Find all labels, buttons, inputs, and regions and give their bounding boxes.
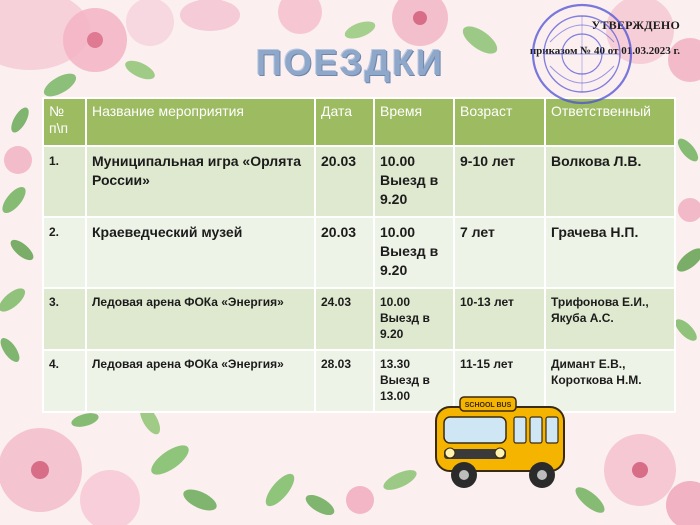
cell-event-name: Ледовая арена ФОКа «Энергия» (86, 288, 315, 350)
cell-date: 28.03 (315, 350, 374, 412)
cell-event-name: Ледовая арена ФОКа «Энергия» (86, 350, 315, 412)
table-row (43, 217, 675, 288)
cell-age: 10-13 лет (454, 288, 545, 350)
col-header-event-name: Название мероприятия (86, 98, 315, 146)
flower-cluster-bottom-left (0, 403, 220, 525)
approval-title: УТВЕРЖДЕНО (591, 18, 680, 32)
cell-date: 20.03 (315, 217, 374, 288)
cell-number: 4. (43, 350, 86, 412)
cell-date: 24.03 (315, 288, 374, 350)
cell-age: 11-15 лет (454, 350, 545, 412)
col-header-age: Возраст (454, 98, 545, 146)
round-seal-icon (530, 2, 634, 106)
cell-time: 10.00 Выезд в 9.20 (374, 288, 454, 350)
col-header-number: № п\п (43, 98, 86, 146)
cell-number: 2. (43, 217, 86, 288)
leaves-right (672, 135, 700, 344)
cell-event-name: Муниципальная игра «Орлята России» (86, 146, 315, 217)
bus-sign-text: SCHOOL BUS (464, 402, 512, 409)
approval-order: приказом № 40 от 01.03.2023 г. (529, 45, 680, 57)
col-header-responsible: Ответственный (545, 98, 675, 146)
events-table (42, 97, 676, 413)
cell-responsible: Трифонова Е.И., Якуба А.С. (545, 288, 675, 350)
flower-cluster-bottom-right (572, 434, 700, 525)
cell-time: 10.00 Выезд в 9.20 (374, 146, 454, 217)
cell-number: 3. (43, 288, 86, 350)
page-title: ПОЕЗДКИ (256, 42, 444, 83)
col-header-date: Дата (315, 98, 374, 146)
cell-age: 9-10 лет (454, 146, 545, 217)
cell-time: 10.00 Выезд в 9.20 (374, 217, 454, 288)
cell-date: 20.03 (315, 146, 374, 217)
cell-responsible: Грачева Н.П. (545, 217, 675, 288)
cell-time: 13.30 Выезд в 13.00 (374, 350, 454, 412)
table-row (43, 146, 675, 217)
leaves-bottom (261, 466, 419, 519)
leaves-left (0, 146, 37, 365)
cell-responsible: Димант Е.В., Короткова Н.М. (545, 350, 675, 412)
cell-number: 1. (43, 146, 86, 217)
cell-age: 7 лет (454, 217, 545, 288)
cell-responsible: Волкова Л.В. (545, 146, 675, 217)
table-row (43, 288, 675, 350)
table-row (43, 350, 675, 412)
col-header-time: Время (374, 98, 454, 146)
school-bus-icon (430, 393, 580, 493)
cell-event-name: Краеведческий музей (86, 217, 315, 288)
